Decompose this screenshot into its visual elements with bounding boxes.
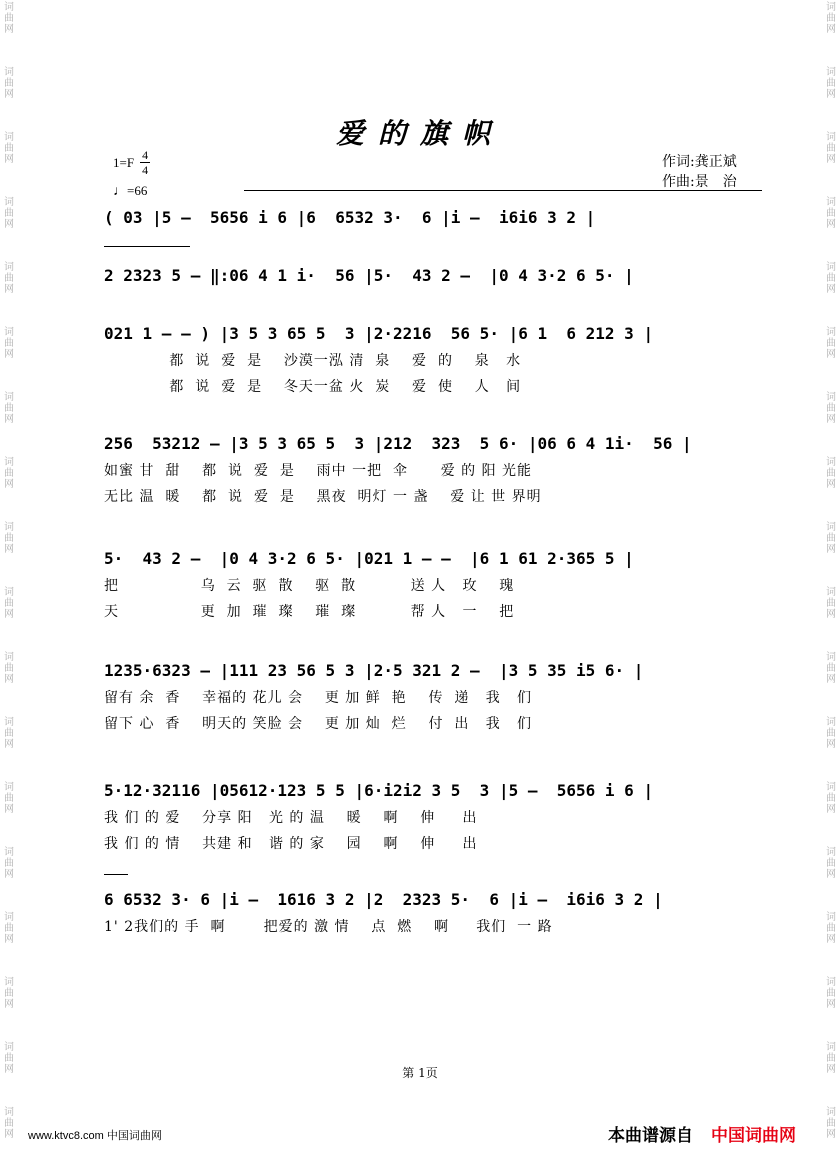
score-system bbox=[104, 545, 764, 625]
notation-line: 1235·6323 – |111 23 56 5 3 |2·5 321 2 – |3 5 35 i5 6· | bbox=[104, 661, 644, 680]
watermark-text: 词曲网 bbox=[4, 587, 14, 620]
lyrics-verse-2: 无比 温 暖 都 说 爱 是 黑夜 明灯 一 盏 爱 让 世 界明 bbox=[104, 489, 542, 505]
tempo-value: =66 bbox=[127, 183, 148, 198]
notation-line: 021 1 – – ) |3 5 3 65 5 3 |2·2216 56 5· |6 1 6 212 3 | bbox=[104, 324, 654, 343]
site-name: 中国词曲网 bbox=[106, 1130, 162, 1142]
watermark-text: 词曲网 bbox=[826, 587, 836, 620]
watermark-text: 词曲网 bbox=[826, 522, 836, 555]
watermark-text: 词曲网 bbox=[4, 522, 14, 555]
score-system bbox=[104, 262, 764, 290]
watermark-text: 词曲网 bbox=[4, 1042, 14, 1075]
site-url[interactable]: www.ktvc8.com bbox=[28, 1130, 104, 1142]
notation-line: 256 53212 – |3 5 3 65 5 3 |212 323 5 6· |06 6 4 1i· 56 | bbox=[104, 434, 692, 453]
lyrics-verse-1: 1' 2我们的 手 啊 把爱的 激 情 点 燃 啊 我们 一 路 bbox=[104, 919, 553, 935]
score-system bbox=[104, 320, 764, 400]
score-system bbox=[104, 657, 764, 737]
watermark-text: 词曲网 bbox=[4, 67, 14, 100]
watermark-text: 词曲网 bbox=[826, 782, 836, 815]
score-system bbox=[104, 204, 764, 232]
lyrics-verse-2: 天 更 加 璀 璨 璀 璨 帮 人 一 把 bbox=[104, 604, 515, 620]
song-title: 爱的旗帜 bbox=[335, 117, 504, 150]
watermark-text: 词曲网 bbox=[4, 327, 14, 360]
watermark-text: 词曲网 bbox=[4, 132, 14, 165]
slur-line bbox=[104, 874, 128, 875]
credits bbox=[662, 152, 737, 192]
lyrics-verse-1: 如蜜 甘 甜 都 说 爱 是 雨中 一把 伞 爱 的 阳 光能 bbox=[104, 463, 533, 479]
notation-line: 2 2323 5 – ‖:06 4 1 i· 56 |5· 43 2 – |0 4 3·2 6 5· | bbox=[104, 266, 634, 285]
watermark-text: 词曲网 bbox=[826, 197, 836, 230]
watermark-text: 词曲网 bbox=[826, 457, 836, 490]
watermark-text: 词曲网 bbox=[4, 977, 14, 1010]
watermark-text: 词曲网 bbox=[4, 1107, 14, 1140]
watermark-text: 词曲网 bbox=[4, 262, 14, 295]
lyrics-verse-1: 留有 余 香 幸福的 花儿 会 更 加 鲜 艳 传 递 我 们 bbox=[104, 690, 533, 706]
footer-site bbox=[28, 1127, 162, 1143]
watermark-text: 词曲网 bbox=[826, 67, 836, 100]
time-signature-bottom: 4 bbox=[142, 163, 149, 177]
lyricist: 作词:龚正斌 bbox=[662, 154, 737, 170]
quarter-note-icon: ♩ bbox=[113, 184, 127, 199]
watermark-text: 词曲网 bbox=[4, 392, 14, 425]
watermark-text: 词曲网 bbox=[826, 262, 836, 295]
lyrics-verse-2: 都 说 爱 是 冬天一盆 火 炭 爱 使 人 间 bbox=[104, 379, 522, 395]
key-signature: 1=F bbox=[113, 154, 135, 170]
notation-line: ( 03 |5 – 5656 i 6 |6 6532 3· 6 |i – i6i6 3 2 | bbox=[104, 208, 596, 227]
watermark-text: 词曲网 bbox=[826, 652, 836, 685]
watermark-text: 词曲网 bbox=[4, 2, 14, 35]
lyrics-verse-1: 都 说 爱 是 沙漠一泓 清 泉 爱 的 泉 水 bbox=[104, 353, 522, 369]
score-system bbox=[104, 430, 764, 510]
watermark-text: 词曲网 bbox=[4, 847, 14, 880]
watermark-text: 词曲网 bbox=[4, 652, 14, 685]
lyrics-verse-2: 我 们 的 情 共建 和 谐 的 家 园 啊 伸 出 bbox=[104, 836, 478, 852]
notation-line: 5·12·32116 |05612·123 5 5 |6·i2i2 3 5 3 |5 – 5656 i 6 | bbox=[104, 781, 654, 800]
watermark-text: 词曲网 bbox=[4, 912, 14, 945]
watermark-text: 词曲网 bbox=[826, 717, 836, 750]
watermark-right bbox=[822, 0, 840, 1169]
watermark-text: 词曲网 bbox=[4, 782, 14, 815]
watermark-text: 词曲网 bbox=[826, 847, 836, 880]
notation-line: 5· 43 2 – |0 4 3·2 6 5· |021 1 – – |6 1 61 2·365 5 | bbox=[104, 549, 634, 568]
watermark-left bbox=[0, 0, 18, 1169]
composer: 作曲:景 治 bbox=[662, 174, 737, 190]
lyrics-verse-1: 我 们 的 爱 分享 阳 光 的 温 暖 啊 伸 出 bbox=[104, 810, 478, 826]
watermark-text: 词曲网 bbox=[4, 197, 14, 230]
slur-line bbox=[592, 190, 762, 191]
lyrics-verse-1: 把 乌 云 驱 散 驱 散 送 人 玫 瑰 bbox=[104, 578, 515, 594]
time-signature-top: 4 bbox=[142, 148, 149, 162]
score-meta bbox=[113, 148, 150, 200]
watermark-text: 词曲网 bbox=[826, 327, 836, 360]
watermark-text: 词曲网 bbox=[826, 132, 836, 165]
time-signature bbox=[140, 148, 150, 177]
source-brand[interactable]: 中国词曲网 bbox=[711, 1126, 796, 1146]
notation-line: 6 6532 3· 6 |i – 1616 3 2 |2 2323 5· 6 |i – i6i6 3 2 | bbox=[104, 890, 663, 909]
score-system bbox=[104, 886, 764, 940]
page-number: 第 1页 bbox=[402, 1066, 438, 1080]
watermark-text: 词曲网 bbox=[826, 1107, 836, 1140]
watermark-text: 词曲网 bbox=[826, 1042, 836, 1075]
watermark-text: 词曲网 bbox=[4, 717, 14, 750]
watermark-text: 词曲网 bbox=[826, 2, 836, 35]
lyrics-verse-2: 留下 心 香 明天的 笑脸 会 更 加 灿 烂 付 出 我 们 bbox=[104, 716, 533, 732]
slur-line bbox=[104, 246, 190, 247]
watermark-text: 词曲网 bbox=[4, 457, 14, 490]
footer-source bbox=[608, 1121, 796, 1146]
watermark-text: 词曲网 bbox=[826, 392, 836, 425]
watermark-text: 词曲网 bbox=[826, 977, 836, 1010]
tempo bbox=[113, 183, 150, 200]
key-and-time bbox=[113, 148, 150, 177]
score-system bbox=[104, 777, 764, 857]
source-label: 本曲谱源自 bbox=[608, 1126, 693, 1146]
watermark-text: 词曲网 bbox=[826, 912, 836, 945]
